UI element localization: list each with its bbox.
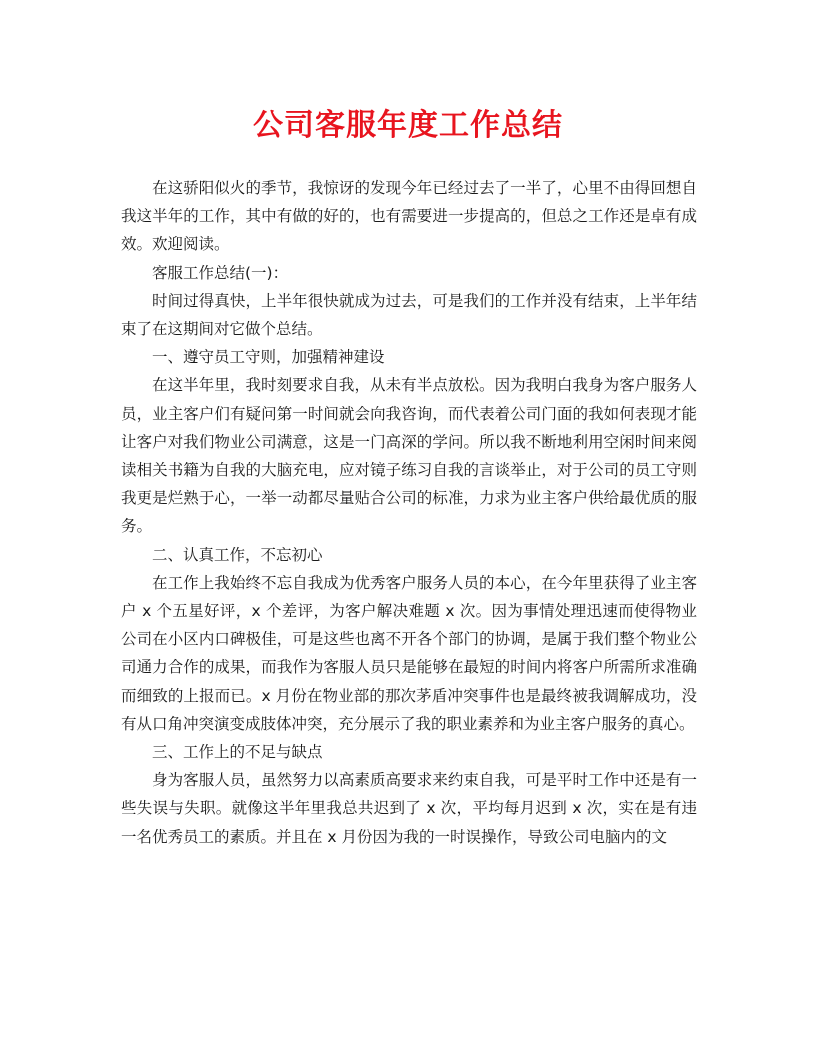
- shortcomings-paragraph: 身为客服人员，虽然努力以高素质高要求来约束自我，可是平时工作中还是有一些失误与失职。就像这半年里我总共迟到了 x 次，平均每月迟到 x 次，实在是有违一名优秀员工的素质。并且在 x 月份因为我的一时误操作，导致公司电脑内的文: [121, 771, 697, 846]
- section-heading-shortcomings: 三、工作上的不足与缺点: [152, 743, 323, 762]
- section-heading-rules: 一、遵守员工守则，加强精神建设: [152, 348, 385, 367]
- section-heading-summary-one: 客服工作总结(一)：: [152, 263, 289, 282]
- rules-paragraph: 在这半年里，我时刻要求自我，从未有半点放松。因为我明白我身为客户服务人员，业主客户们有疑问第一时间就会向我咨询，而代表着公司门面的我如何表现才能让客户对我们物业公司满意，这是一门高深的学问。所以我不断地利用空闲时间来阅读相关书籍为自我的大脑充电，应对镜子练习自我的言谈举止，对于公司的员工守则我更是烂熟于心，一举一动都尽量贴合公司的标准，力求为业主客户供给最优质的服务。: [121, 376, 697, 536]
- document-title: 公司客服年度工作总结: [253, 108, 563, 143]
- work-paragraph: 在工作上我始终不忘自我成为优秀客户服务人员的本心，在今年里获得了业主客户 x 个五星好评，x 个差评，为客户解决难题 x 次。因为事情处理迅速而使得物业公司在小区内口碑极佳，可是这些也离不开各个部门的协调，是属于我们整个物业公司通力合作的成果，而我作为客服人员只是能够在最短的时间内将客户所需所求准确而细致的上报而已。x 月份在物业部的那次茅盾冲突事件也是最终被我调解成功，没有从口角冲突演变成肢体冲突，充分展示了我的职业素养和为业主客户服务的真心。: [121, 573, 697, 733]
- summary-paragraph: 时间过得真快，上半年很快就成为过去，可是我们的工作并没有结束，上半年结束了在这期间对它做个总结。: [121, 291, 697, 339]
- document-body: [121, 174, 697, 851]
- section-heading-work: 二、认真工作，不忘初心: [152, 545, 323, 564]
- intro-paragraph: 在这骄阳似火的季节，我惊讶的发现今年已经过去了一半了，心里不由得回想自我这半年的工作，其中有做的好的，也有需要进一步提高的，但总之工作还是卓有成效。欢迎阅读。: [121, 179, 697, 254]
